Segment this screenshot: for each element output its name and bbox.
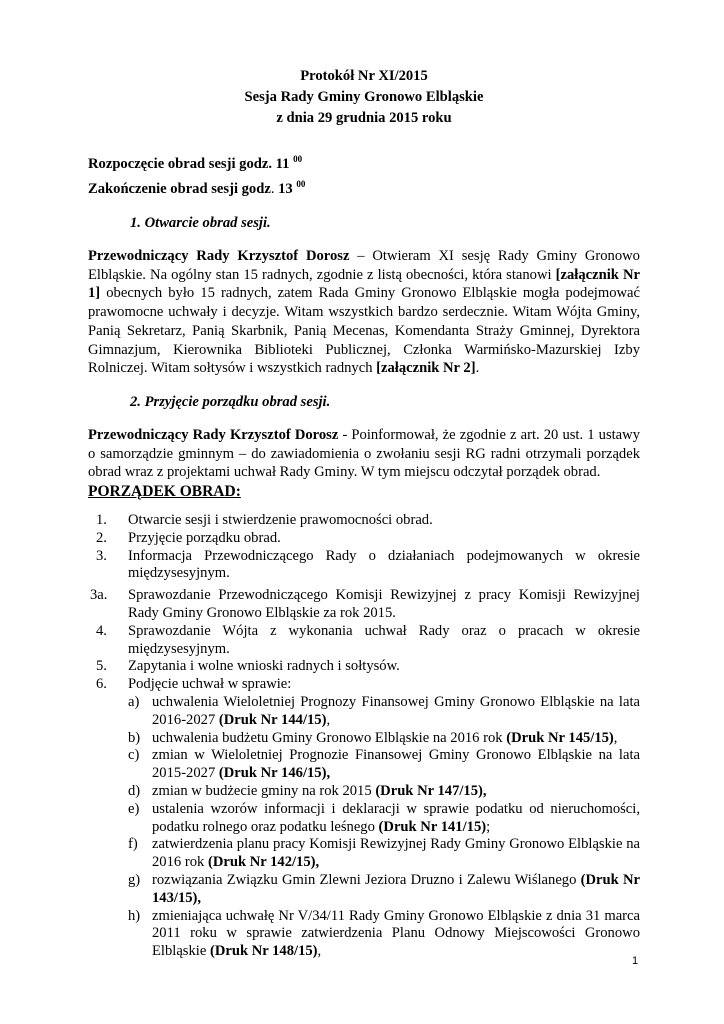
agenda-list [88, 512, 640, 961]
agenda-heading: PORZĄDEK OBRAD: [88, 483, 241, 501]
sub-list-item: e) ustalenia wzorów informacji i deklaracji w sprawie podatku od nieruchomości, podatku rolnego oraz podatku leśnego (Druk Nr 141/15); [128, 800, 640, 835]
list-item: 3. Informacja Przewodniczącego Rady o działaniach podejmowanych w okresie międzysesyjnym. [96, 547, 640, 582]
sub-list-item: b) uchwalenia budżetu Gminy Gronowo Elbląskie na 2016 rok (Druk Nr 145/15), [128, 729, 618, 746]
page-number: 1 [632, 955, 639, 967]
list-item: 6. Podjęcie uchwał w sprawie: [96, 676, 292, 693]
title-line-3: z dnia 29 grudnia 2015 roku [276, 110, 452, 126]
sub-list-item: a) uchwalenia Wieloletniej Prognozy Finansowej Gminy Gronowo Elbląskie na lata 2016-2027 (Druk Nr 144/15), [128, 694, 640, 728]
list-item: 1. Otwarcie sesji i stwierdzenie prawomocności obrad. [96, 512, 433, 529]
list-item: 2. Przyjęcie porządku obrad. [96, 529, 281, 546]
title-line-1: Protokół Nr XI/2015 [300, 68, 428, 84]
start-time: Rozpoczęcie obrad sesji godz. 11 $^{00}$ [88, 154, 303, 172]
sub-list-item: h) zmieniająca uchwałę Nr V/34/11 Rady Gminy Gronowo Elbląskie z dnia 31 marca 2011 roku w sprawie zatwierdzenia Planu Odnowy Miejscowości Gronowo Elbląskie (Druk Nr 148/15), [128, 907, 640, 960]
section-2-heading: 2. Przyjęcie porządku obrad sesji. [130, 393, 331, 410]
document-title [88, 66, 640, 129]
list-item: 4. Sprawozdanie Wójta z wykonania uchwał Rady oraz o pracach w okresie międzysesyjnym. [96, 622, 640, 657]
list-item: 3a. Sprawozdanie Przewodniczącego Komisji Rewizyjnej z pracy Komisji Rewizyjnej Rady Gminy Gronowo Elbląskie za rok 2015. [90, 587, 640, 622]
end-time: Zakończenie obrad sesji godz. 13 $^{00}$ [88, 179, 306, 197]
section-1-paragraph: Przewodniczący Rady Krzysztof Dorosz – Otwieram XI sesję Rady Gminy Gronowo Elbląskie. Na ogólny stan 15 radnych, zgodnie z listą obecności, która stanowi [załącznik Nr 1] obecnych było 15 radnych, zatem Rada Gminy Gronowo Elbląskie mogła podejmować prawomocne uchwały i decyzje. Witam wszystkich bardzo serdecznie. Witam Wójta Gminy, Panią Sekretarz, Panią Skarbnik, Panią Mecenas, Komendanta Straży Gminnej, Dyrektora Gimnazjum, Kierownika Biblioteki Publicznej, Członka Warmińsko-Mazurskiej Izby Rolniczej. Witam sołtysów i wszystkich radnych [załącznik Nr 2]. [88, 248, 640, 377]
section-2-paragraph: Przewodniczący Rady Krzysztof Dorosz - Poinformował, że zgodnie z art. 20 ust. 1 ustawy o samorządzie gminnym – do zawiadomienia o zwołaniu sesji RG radni otrzymali porządek obrad wraz z projektami uchwał Rady Gminy. W tym miejscu odczytał porządek obrad. [88, 426, 640, 481]
session-times [88, 149, 640, 199]
sub-list-item: f) zatwierdzenia planu pracy Komisji Rewizyjnej Rady Gminy Gronowo Elbląskie na 2016 rok (Druk Nr 142/15), [128, 836, 640, 871]
sub-list-item: c) zmian w Wieloletniej Prognozie Finansowej Gminy Gronowo Elbląskie na lata 2015-2027 (Druk Nr 146/15), [128, 747, 640, 782]
document-page [88, 66, 640, 961]
section-1-heading: 1. Otwarcie obrad sesji. [130, 215, 271, 231]
sub-list-item: g) rozwiązania Związku Gmin Zlewni Jeziora Druzno i Zalewu Wiślanego (Druk Nr 143/15), [128, 871, 640, 906]
list-item: 5. Zapytania i wolne wnioski radnych i sołtysów. [96, 658, 400, 675]
sub-list-item: d) zmian w budżecie gminy na rok 2015 (Druk Nr 147/15), [128, 782, 487, 799]
title-line-2: Sesja Rady Gminy Gronowo Elbląskie [244, 89, 484, 105]
